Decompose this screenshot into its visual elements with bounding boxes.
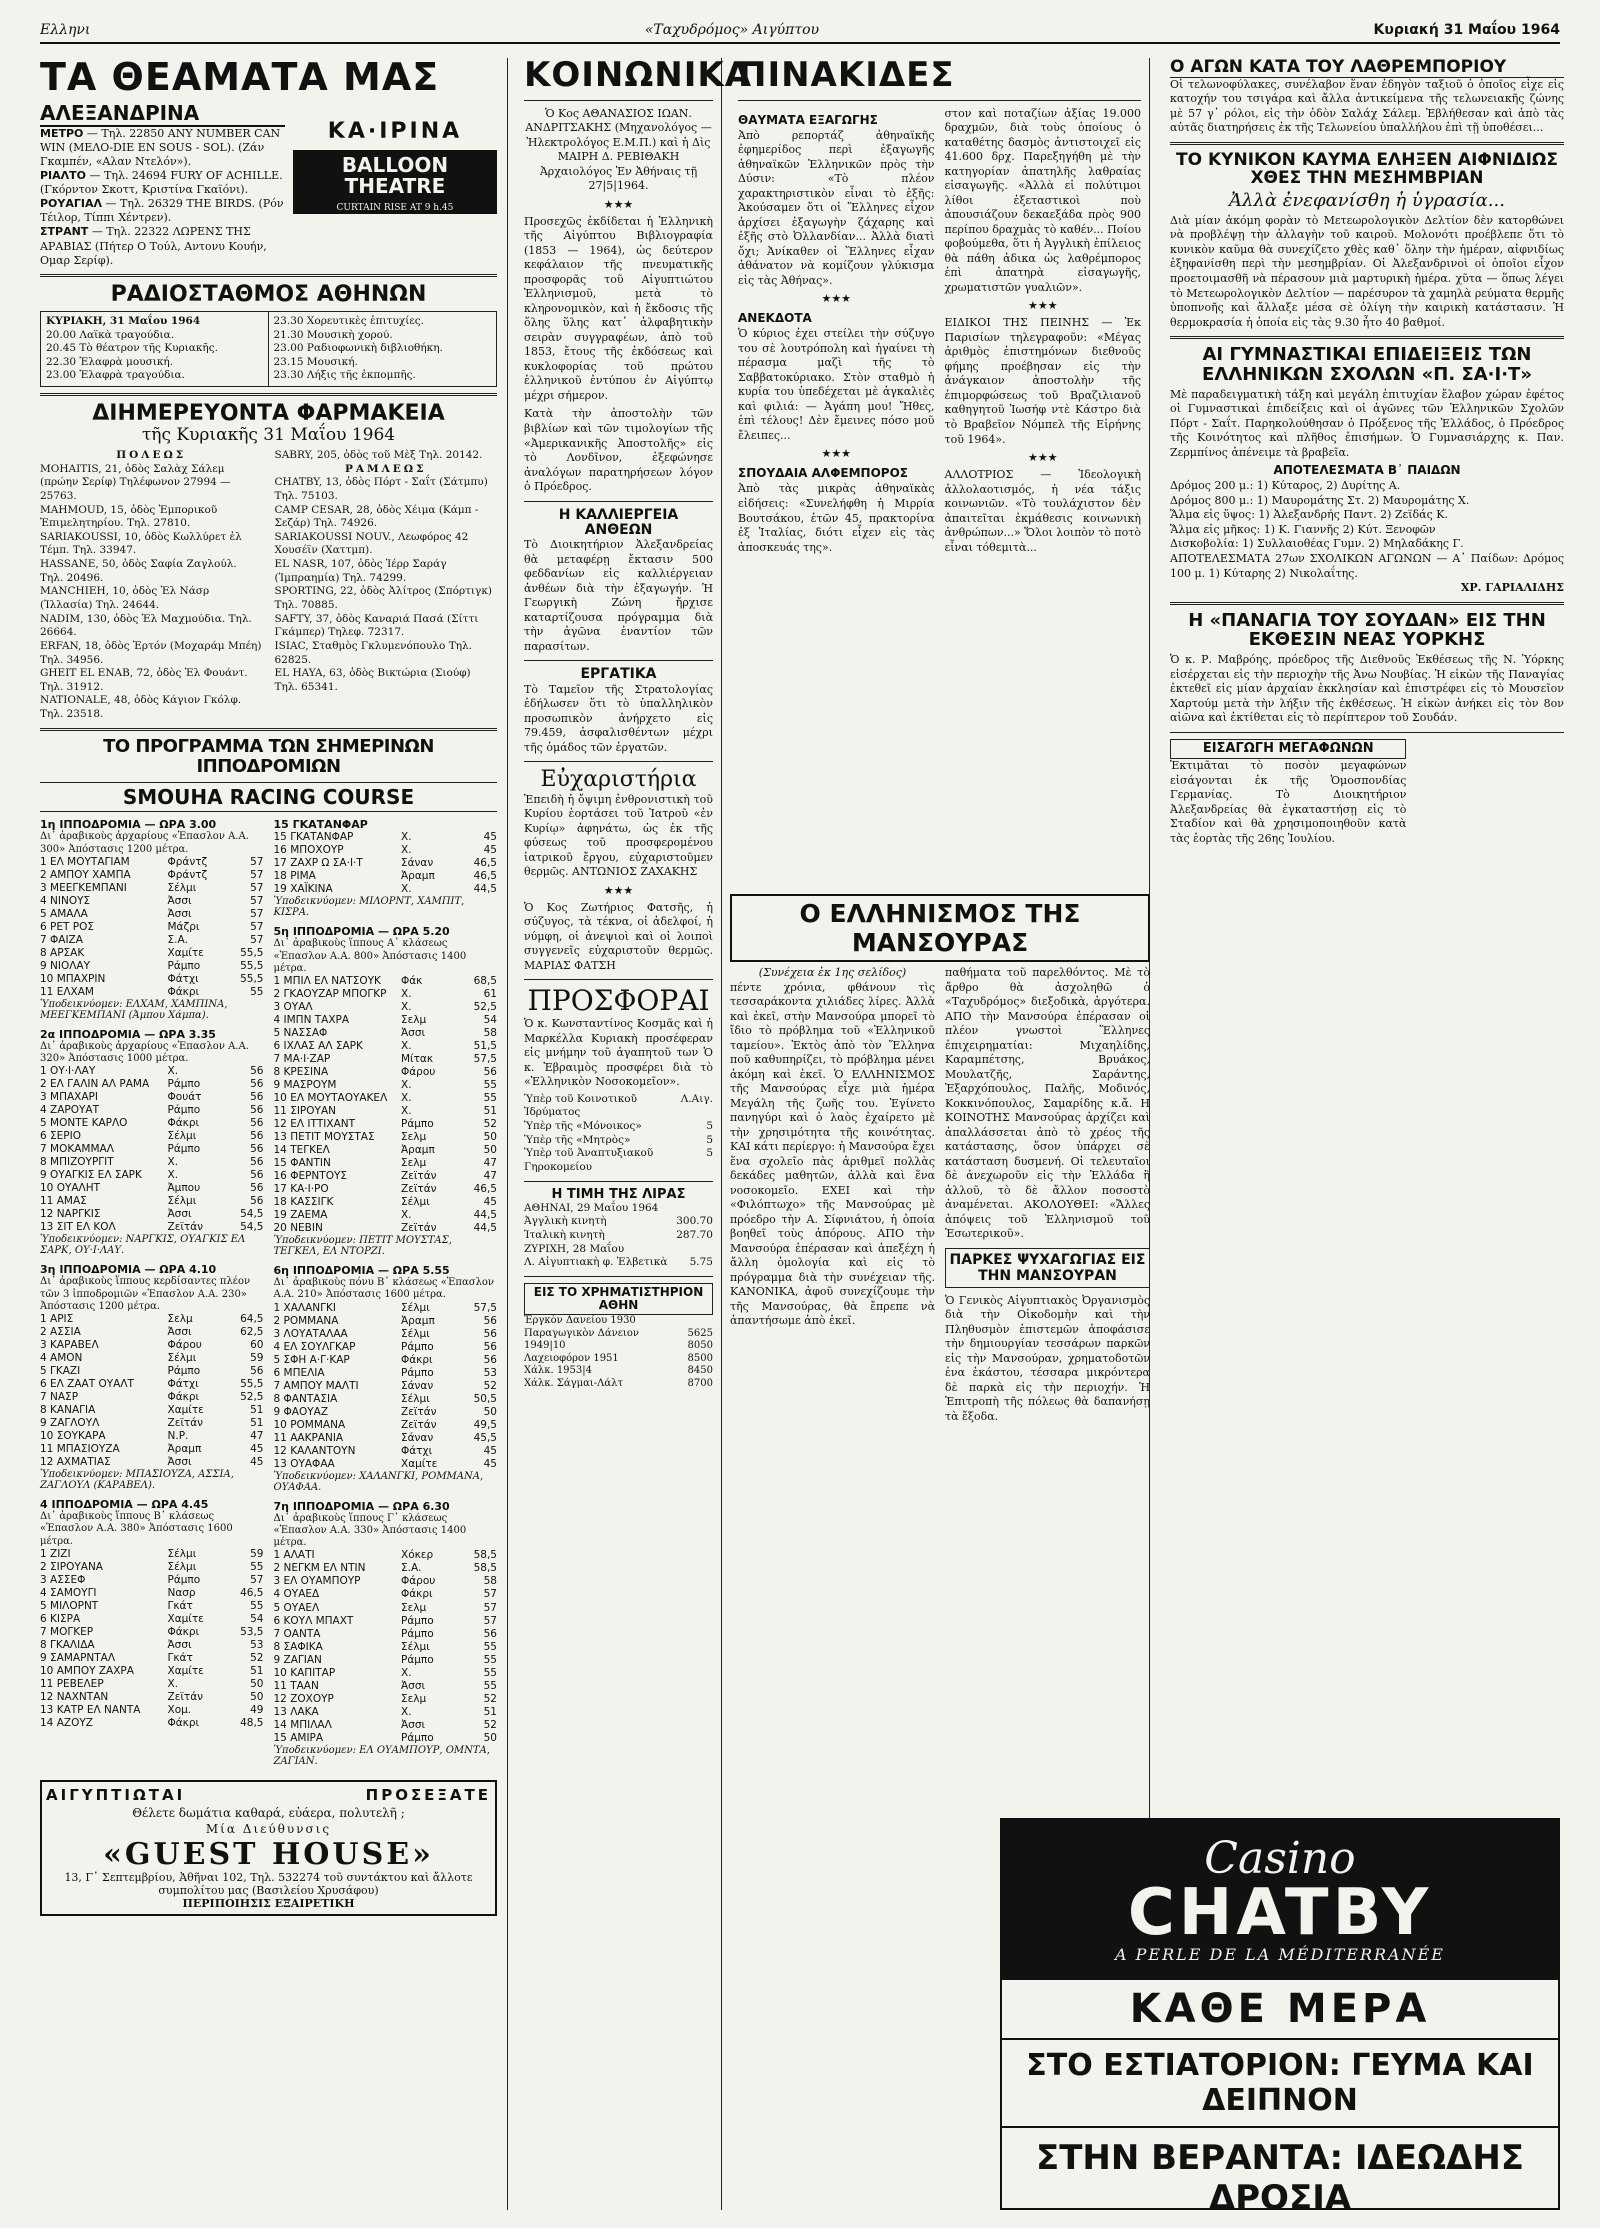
horse-entry: 11 ΑΜΑΣ Σέλμι 56 [40, 1195, 264, 1208]
horse-entry: 8 ΚΑΝΑΓΙΑ Χαμίτε 51 [40, 1404, 264, 1417]
city-heading: ΑΛΕΞΑΝΔΡΙΝΑ [40, 101, 285, 127]
horse-entry: 2 ΕΛ ΓΑΛΙΝ ΑΛ ΡΑΜΑ Ράμπο 56 [40, 1078, 264, 1091]
horse-entry: 12 ΖΟΧΟΥΡ Σελμ 52 [273, 1692, 497, 1705]
race-heading: 4 ΙΠΠΟΔΡΟΜΙΑ — ΩΡΑ 4.45 [40, 1498, 209, 1512]
horse-entry: 9 ΝΙΟΛΑΥ Ράμπο 55,5 [40, 959, 264, 972]
horse-entry: 11 ΤΑΑΝ Ἀσσι 55 [273, 1679, 497, 1692]
guest-line1: Θέλετε δωμάτια καθαρά, εὐάερα, πολυτελῆ ; [132, 1805, 405, 1820]
offers-list: Ὑπὲρ τοῦ Κοινοτικοῦ Ἰδρύματος Λ.Αιγ. Ὑπὲρ τῆς «Μόνοικος» 5 Ὑπὲρ τῆς «Μητρὸς» 5 Ὑπὲρ τοῦ Ἀναπτυξιακοῦ Γηροκομείου 5 [524, 1092, 713, 1173]
mansoura-article [730, 894, 1150, 1424]
horse-entry: 1 ΜΠΙΛ ΕΛ ΝΑΤΣΟΥΚ Φάκ 68,5 [273, 974, 497, 987]
notice-text: ΑΛΛΟΤΡΙΟΣ — Ἰδεολογικὴ ἀλλολαοτισμός, ἡ νέα τάξις κοινωνιῶν. «Τὸ τουλάχιστον δὲν ἀπαιτεῖται ἐκμάθεσις κοινωνικὴ ἀνθρώπων...» Ὅλοι λοιπὸν τὸ ποτὸ εἶναι τόθεμιτὰ... [944, 468, 1141, 554]
horse-entry: 1 ΑΡΙΣ Σελμ 64,5 [40, 1313, 264, 1326]
horse-entry: 3 ΑΣΣΕΦ Ράμπο 57 [40, 1573, 264, 1586]
race-conditions: Δι᾽ ἀραβικοὺς πόνυ Β᾽ κλάσεως «Ἐπασλον Α.Α. 210» Ἀπόστασις 1600 μέτρα. [273, 1277, 495, 1301]
column-social: ΚΟΙΝΩΝΙΚΑ Ὁ Κος ΑΘΑΝΑΣΙΟΣ ΙΩΑΝ. ΑΝΔΡΙΤΣΑΚΗΣ (Μηχανολόγος — Ἠλεκτρολόγος Ε.Μ.Π.) καὶ ἡ Δὶς ΜΑΙΡΗ Δ. ΡΕΒΙΘΑΚΗ Ἀρχαιολόγος Ἐν Ἀθήναις τῇ 27|5|1964. ★★★ Προσεχῶς ἐκδίδεται ἡ Ἑλληνικὴ τῆς Αἰγύπτου Βιβλιογραφία (1853 — 1964), ὡς δεύτερον κεφάλαιον τῆς πνευματικῆς προσφορᾶς τοῦ Αἰγυπτιώτου Ἑλληνισμοῦ, μετὰ τὸ κληρονομικὸν, καὶ ἡ ἔκδοσις τῆς ὅλης ὕλης κατ᾽ ἀλφαβητικὴν σειρὰν συγγραφέων, ἀπὸ τοῦ 1853, ἔτους τῆς ἐκδόσεως καὶ κυκλοφορίας τοῦ πρώτου ἑλληνικοῦ ἐντύπου ἐν Αἰγύπτῳ μέχρι σήμερον. Κατὰ τὴν ἀποστολὴν τῶν βιβλίων καὶ τῶν τιμολογίων τῆς «Ἀμερικανικῆς Ἀποστολῆς» εἰς τὸ Λονδῖνον, ἐξεφώνησε ἀναλόγων παρατηρήσεων λόγον ὁ Πρόεδρος. Η ΚΑΛΛΙΕΡΓΕΙΑ ΑΝΘΕΩΝ Τὸ Διοικητήριον Ἀλεξανδρείας θὰ μεταφέρῃ ἔκτασιν 500 φεδδανίων εἰς καλλιέργειαν ἀνθέων διὰ τὴν ἐξαγωγήν. Ἡ Γεωργικὴ Ζώνη ἤρχισε καταρτίζουσα πρόγραμμα διὰ τὴν ἀγῶνα ἐναντίον τῶν παρασίτων. ΕΡΓΑΤΙΚΑ Τὸ Ταμεῖον τῆς Στρατολογίας ἐδήλωσεν ὅτι τὸ ὑπαλληλικὸν προσωπικὸν ἀνήρχετο εἰς 79.459, ἀσφαλισθέντων μέχρι τῆς ὁμάδος τῶν ἐργατῶν. Εὐχαριστήρια Ἐπειδὴ ἡ ὄψιμη ἐνθρονιστικὴ τοῦ Κυρίου ἑορτάσει τοῦ Ἰατροῦ «ἐν Κυρίῳ» ἀφηνάτω, ὡς ἐκ τῆς φύσεως τοῦ προσφερομένου ἰατρικοῦ ἔργου, εὐχαριστοῦμεν θερμῶς. ΑΝΤΩΝΙΟΣ ΖΑΧΑΚΗΣ ★★★ Ὁ Κος Ζωτήριος Φατσῆς, ἡ σύζυγος, τὰ τέκνα, οἱ ἀδελφοί, ἡ νύμφη, οἱ ἀνεψιοὶ καὶ οἱ λοιποὶ συγγενεῖς εὐχαριστοῦν θερμῶς. ΜΑΡΙΑΣ ΦΑΤΣΗ ΠΡΟΣΦΟΡΑΙ Ὁ κ. Κωνσταντίνος Κοσμᾶς καὶ ἡ Μαρκέλλα Κυριακὴ προσέφεραν εἰς μνήμην τοῦ ἀγαπητοῦ των Ὁ κ. Ἐβραιμὸς προσφέρει διὰ τὸ «Ἑλληνικὸν Νοσοκομεῖον». Ὑπὲρ τοῦ Κοινοτικοῦ Ἰδρύματος Λ.Αιγ. Ὑπὲρ τῆς «Μόνοικος» 5 Ὑπὲρ τῆς «Μητρὸς» 5 Ὑπὲρ τοῦ Ἀναπτυξιακοῦ Γηροκομείου 5 Η ΤΙΜΗ ΤΗΣ ΛΙΡΑΣ ΑΘΗΝΑΙ, 29 Μαΐου 1964 Ἀγγλικὴ κινητὴ 300.70 Ἰταλικὴ κινητὴ 287.70 ΖΥΡΙΧΗ, 28 Μαΐου Λ. Αἰγυπτιακὴ φ. Ἐλβετικὰ 5.75 ΕΙΣ ΤΟ ΧΡΗΜΑΤΙΣΤΗΡΙΟΝ ΑΘΗΝ Ἐργκὸν Δανείου 1930 Παραγωγικὸν Δάνειον 5625 1949|10 8050 Λαχειοφόρον 1951 8500 Χάλκ. 1953|4 8450 Χάλκ. Σάγμαι-Λάλτ 8700 [516, 58, 722, 2210]
horse-entry: 13 ΟΥΑΦΑΑ Χαμίτε 45 [273, 1457, 497, 1470]
horse-entry: 10 ΣΟΥΚΑΡΑ Ν.Ρ. 47 [40, 1430, 264, 1443]
thanks-text-2: Ὁ Κος Ζωτήριος Φατσῆς, ἡ σύζυγος, τὰ τέκνα, οἱ ἀδελφοί, ἡ νύμφη, οἱ ἀνεψιοὶ καὶ οἱ λοιποὶ συγγενεῖς εὐχαριστοῦν θερμῶς. ΜΑΡΙΑΣ ΦΑΤΣΗ [524, 900, 713, 972]
masthead [40, 14, 1560, 44]
labor-text: Τὸ Ταμεῖον τῆς Στρατολογίας ἐδήλωσεν ὅτι τὸ ὑπαλληλικὸν προσωπικὸν ἀνήρχετο εἰς 79.459, ἀσφαλισθέντων μέχρι τῆς ὁμάδος τῶν ἐργατῶν. [524, 682, 713, 754]
author-signature: ΧΡ. ΓΑΡΙΑΛΙΔΗΣ [1460, 581, 1564, 595]
column-theatres-races [40, 55, 508, 2210]
race-block [274, 1264, 498, 1493]
race-heading: 7η ΙΠΠΟΔΡΟΜΙΑ — ΩΡΑ 6.30 [273, 1499, 450, 1513]
notices-grid: ΘΑΥΜΑΤΑ ΕΞΑΓΩΓΗΣ Ἀπὸ ρεπορτάζ ἀθηναϊκῆς ἐφημερίδος περὶ ἐξαγωγῆς ἀθηναϊκῶν Ἑλληνικῶν πρὸς τὴν Δύσιν: «Τὸ πλέον χαρακτηριστικὸν εἶναι τὸ ἑξῆς: Ἀκούσαμεν ὅτι οἱ Ἕλληνες εἶχον ἀρχίσει ἐξαγωγὴν ζάχαρης καὶ ἐξῆς στὸ Ὀλλανδίαν... Ἀλλὰ διατὶ ὄχι; Ἀνίκαθεν οἱ Ἕλληνες εἶχαν ἀθάνατον νὰ κομίζουν γλύκισμα εἰς τὰς Ἀθήνας». ★★★ ΑΝΕΚΔΟΤΑ Ὁ κύριος ἐχει στείλει τὴν σύζυγο του σὲ λουτρόπολη καὶ ἠγαίνει τὴ πέρασμα μαζὶ τῆς τὸ Σαββατοκύριακο. Στὸν σταθμὸ ἡ κυρία του ὑπεδέχεται μὲ ἀγκαλιὲς καὶ φιλιά: — Ἀγάπη μου! Ἤθες, ἐπὶ τέλους! Δὲν ἔμεινες πόσο μοῦ ἔλειπες... ★★★ ΣΠΟΥΔΑΙΑ ΑΛΦΕΜΠΟΡΟΣ Ἀπὸ τὰς μικρὰς ἀθηναϊκὰς εἰδήσεις: «Συνελήφθη ἡ Μιρρία Βουτσάκου, ἐτῶν 45, πρακτορίνα ἐξ Ἰταλίας, διότι εἶχεν εἰς τὰς ἀποσκευάς της». στον καὶ ποταζίων ἀξίας 19.000 δραχμῶν, διὰ τοὺς ὁποίους ὁ καταθέτης δασμὸς ἀντιστοιχεῖ εἰς 41.600 δρχ. Παρεξηγήθη μὲ τὴν κατηγορίαν ἀπατηλῆς λαθραίας εἰσαγωγῆς. «Ἀλλὰ εἰ πολύτιμοι λίθοι ἐξεταστικοὶ ποὺ ἀπουσιάζουν δεκαεξάδα πρὸς 900 περίπου δραχμὰς τὸ καθέν... Ποίου φοβούμεθα, ὅτι ἡ Ἀγγλικὴ ἐπίλειος θὰ πάθη ἀδικα ὡς λαθρέμπορος ἐπὶ ἀπατηρὰ εἰσαγωγῆς, χρωματιστῶν γυαλιῶν». ★★★ ΕΙΔΙΚΟΙ ΤΗΣ ΠΕΙΝΗΣ — Ἐκ Παρισίων τηλεγραφοῦν: «Μέγας ἀριθμὸς ἐπιστημόνων διεθνοῦς φήμης προέβησαν εἰς τὴν ἀνάγκαιον ἀποστολὴν τῆς ἐπιμορφώσεως τοῦ Βραζιλιανοῦ καθηγητοῦ Ἰωσήφ ντὲ Κάστρο διὰ τὸ Βραβεῖον Νόμπελ τῆς Εἰρήνης τοῦ 1964». ★★★ ΑΛΛΟΤΡΙΟΣ — Ἰδεολογικὴ ἀλλολαοτισμός, ἡ νέα τάξις κοινωνιῶν. «Τὸ τουλάχιστον δὲν ἀπαιτεῖται ἐκμάθεσις κοινωνικὴ ἀνθρώπων...» Ὅλοι λοιπὸν τὸ ποτὸ εἶναι τόθεμιτὰ... [738, 106, 1142, 554]
heatwave-subtitle: Ἀλλὰ ἐνεφανίσθη ἡ ὑγρασία... [1229, 190, 1505, 212]
horse-entry: 18 ΡΙΜΑ Ἀραμπ 46,5 [273, 870, 497, 883]
race-block [40, 818, 264, 1021]
horse-entry: 7 ΟΑΝΤΑ Ράμπο 56 [273, 1627, 497, 1640]
horse-entry: 3 ΛΟΥΑΤΑΛΑΑ Σέλμι 56 [273, 1327, 497, 1340]
guest-footer: ΠΕΡΙΠΟΙΗΣΙΣ ΕΞΑΙΡΕΤΙΚΗ [182, 1896, 355, 1910]
horse-entry: 12 ΝΑΡΓΚΙΣ Ἀσσι 54,5 [40, 1208, 264, 1221]
horse-entry: 5 ΝΑΣΣΑΦ Ἀσσι 58 [273, 1027, 497, 1040]
race-picks: Ὑποδεικνύομεν: ΕΛΧΑΜ, ΧΑΜΠΙΝΑ, ΜΕΕΓΚΕΜΠΑΝΙ (Ἀμπου Χάμπα). [40, 998, 228, 1021]
horse-entry: 6 ΙΧΛΑΣ ΑΛ ΣΑΡΚ Χ. 51,5 [273, 1040, 497, 1053]
kairina-heading: ΚΑ·ΙΡΙΝΑ [327, 118, 463, 144]
horse-entry: 8 ΑΡΣΑΚ Χαμίτε 55,5 [40, 946, 264, 959]
thanks-text: Ἐπειδὴ ἡ ὄψιμη ἐνθρονιστικὴ τοῦ Κυρίου ἑορτάσει τοῦ Ἰατροῦ «ἐν Κυρίῳ» ἀφηνάτω, ὡς ἐκ τῆς φύσεως τοῦ προσφερομένου ἰατρικοῦ ἔργου, εὐχαριστοῦμεν θερμῶς. ΑΝΤΩΝΙΟΣ ΖΑΧΑΚΗΣ [524, 792, 713, 879]
race-block [274, 818, 498, 918]
theatre-entry: ΣΤΡΑΝΤ — Τηλ. 22322 ΛΩΡΕΝΣ ΤΗΣ ΑΡΑΒΙΑΣ (Πήτερ Ο Τούλ, Αντονυ Κουήν, Ομαρ Σερίφ). [40, 225, 267, 267]
horse-entry: 17 ΚΑ·Ι·ΡΟ Ζεϊτάν 46,5 [273, 1183, 497, 1196]
notice-text: ΕΙΔΙΚΟΙ ΤΗΣ ΠΕΙΝΗΣ — Ἐκ Παρισίων τηλεγραφοῦν: «Μέγας ἀριθμὸς ἐπιστημόνων διεθνοῦς φήμης προέβησαν εἰς τὴν ἀνάγκαιον ἀποστολὴν τῆς ἐπιμορφώσεως τοῦ Βραζιλιανοῦ καθηγητοῦ Ἰωσήφ ντὲ Κάστρο διὰ τὸ Βραβεῖον Νόμπελ τῆς Εἰρήνης τοῦ 1964». [944, 316, 1141, 446]
masthead-left: Ελληνι [40, 22, 91, 38]
horse-entry: 11 ΑΑΚΡΑΝΙΑ Σάναν 45,5 [273, 1431, 497, 1444]
horse-entry: 8 ΚΡΕΣΙΝΑ Φάρου 56 [273, 1066, 497, 1079]
horse-entry: 5 ΓΚΑΖΙ Ράμπο 56 [40, 1365, 264, 1378]
horse-entry: 6 ΚΟΥΛ ΜΠΑΧΤ Ράμπο 57 [273, 1614, 497, 1627]
gym-results [1170, 479, 1564, 581]
gym-result: Ἅλμα εἰς ὕψος: 1) Ἀλεξανδρής Παντ. 2) Ζεϊδάς Κ. [1170, 508, 1448, 522]
mansoura-body-right: παθήματα τοῦ παρελθόντος. Μὲ τὸ ἄρθρο θὰ ἀσχοληθῶ ὁ «Ταχυδρόμος» διεξοδικὰ, ἀργότερα. ΑΠΟ τὴν Μανσούρα ἐπέρασαν οἱ πλέον γνωστοὶ Ἕλληνες ἐπιχειρηματίαι: Μιχαηλίδης, Καραμπέτσης, Βρυάκος, Μουλατζῆς, Σαράντης, Ἐξαρχόπουλος, Παλῆς, Μοδινός, Κοκκινόπουλος, Σαμαρίδης κ.ἄ. Η ΚΟΙΝΟΤΗΣ Μανσούρας ἀρχίζει καὶ ἀπαλλάσσεται ἀπὸ τὸ χρέος τῆς κατάστασης, ὅσον ὑπάρχει σὲ κατάσταση δυσμενή. Οἱ τελευταῖοι δὲ ἀνεχωροῦν εἰς τὴν Ἑλλάδα ἢ ἀλλοῦ, τὸ δὲ ἄλλον ποσοστὸ ἀναμένεται. ΑΚΟΛΟΥΘΕΙ: «Ἄλλες ἀπόψεις τοῦ Ἑλληνισμοῦ τοῦ Ἐσωτερικοῦ». [945, 966, 1150, 1241]
notice-text: Ὁ κύριος ἐχει στείλει τὴν σύζυγο του σὲ λουτρόπολη καὶ ἠγαίνει τὴ πέρασμα μαζὶ τῆς τὸ Σαββατοκύριακο. Στὸν σταθμὸ ἡ κυρία του ὑπεδέχεται μὲ ἀγκαλιὲς καὶ φιλιά: — Ἀγάπη μου! Ἤθες, ἐπὶ τέλους! Δὲν ἔμεινες πόσο μοῦ ἔλειπες... [738, 327, 935, 442]
horse-entry: 4 ΖΑΡΟΥΑΤ Ράμπο 56 [40, 1104, 264, 1117]
horse-entry: 6 ΚΙΣΡΑ Χαμίτε 54 [40, 1612, 264, 1625]
guest-house-ad [40, 1780, 497, 1916]
race-conditions: Δι᾽ ἀραβικοὺς ἵππους Γ᾽ κλάσεως «Ἐπασλον Α.Α. 330» Ἀπόστασις 1400 μέτρα. [273, 1512, 467, 1549]
race-heading: 2α ΙΠΠΟΔΡΟΜΙΑ — ΩΡΑ 3.35 [40, 1027, 216, 1041]
race-block [40, 1498, 264, 1730]
race-heading: 5η ΙΠΠΟΔΡΟΜΙΑ — ΩΡΑ 5.20 [273, 925, 450, 939]
theatres-title: ΤΑ ΘΕΑΜΑΤΑ ΜΑΣ [40, 55, 440, 99]
perle-tagline: A PERLE DE LA MÉDITERRANÉE [1115, 1944, 1445, 1964]
ad-line-restaurant: ΣΤΟ ΕΣΤΙΑΤΟΡΙΟΝ: ΓΕΥΜΑ ΚΑΙ ΔΕΙΠΝΟΝ [1002, 2040, 1558, 2128]
notice-text: Ἀπὸ ρεπορτάζ ἀθηναϊκῆς ἐφημερίδος περὶ ἐξαγωγῆς ἀθηναϊκῶν Ἑλληνικῶν πρὸς τὴν Δύσιν: «Τὸ πλέον χαρακτηριστικὸν εἶναι τὸ ἑξῆς: Ἀκούσαμεν ὅτι οἱ Ἕλληνες εἶχον ἀρχίσει ἐξαγωγὴν ζάχαρης καὶ ἐξῆς στὸ Ὀλλανδίαν... Ἀλλὰ διατὶ ὄχι; Ἀνίκαθεν οἱ Ἕλληνες εἶχαν ἀθάνατον νὰ κομίζουν γλύκισμα εἰς τὰς Ἀθήνας». [738, 128, 935, 287]
horse-entry: 12 ΝΑΧΝΤΑΝ Ζεϊτάν 50 [40, 1690, 264, 1703]
smuggling-text: Οἱ τελωνοφύλακες, συνέλαβον ἕναν ἐδηγὸν ταξιοῦ ὁ ὁποῖος εἶχε εἰς κατοχήν του τσιγάρα καὶ ἄλλα ἀντικείμενα τῆς τελωνειακῆς ζώνης μὲ 57 γ᾽ ρόλοι, εἰς τὴν ὁδὸν Σαλάχ Σάλεμ. Ἐβλήθεσαν καὶ ἀπὸ τὰς αὐτᾶς διατηρήσεις ἐκ τῆς Τελωνείου ὑπαλλήλου ἐπὶ τῇ ὑποθέσει... [1170, 77, 1564, 135]
social-wedding: Ὁ Κος ΑΘΑΝΑΣΙΟΣ ΙΩΑΝ. ΑΝΔΡΙΤΣΑΚΗΣ (Μηχανολόγος — Ἠλεκτρολόγος Ε.Μ.Π.) καὶ ἡ Δὶς ΜΑΙΡΗ Δ. ΡΕΒΙΘΑΚΗ Ἀρχαιολόγος Ἐν Ἀθήναις τῇ 27|5|1964. [525, 106, 712, 193]
horse-entry: 2 ΓΚΑΟΥΖΑΡ ΜΠΟΓΚΡ Χ. 61 [273, 988, 497, 1000]
radio-title: ΡΑΔΙΟΣΤΑΘΜΟΣ ΑΘΗΝΩΝ [110, 281, 427, 307]
horse-entry: 15 ΑΜΙΡΑ Ράμπο 50 [273, 1731, 497, 1744]
horse-entry: 1 ΕΛ ΜΟΥΤΑΓΙΑΜ Φράντζ 57 [40, 855, 264, 868]
horse-entry: 13 ΚΑΤΡ ΕΛ ΝΑΝΤΑ Χομ. 49 [40, 1703, 264, 1716]
races-title: ΤΟ ΠΡΟΓΡΑΜΜΑ ΤΩΝ ΣΗΜΕΡΙΝΩΝ ΙΠΠΟΔΡΟΜΙΩΝ [103, 735, 434, 777]
mansoura-title: Ο ΕΛΛΗΝΙΣΜΟΣ ΤΗΣ ΜΑΝΣΟΥΡΑΣ [730, 894, 1150, 962]
horse-entry: 12 ΚΑΛΑΝΤΟΥΝ Φάτχι 45 [273, 1444, 497, 1457]
megaphones-text: Ἐκτιμᾶται τὸ ποσὸν μεγαφώνων εἰσάγονται ἐκ τῆς Ὁμοσπονδίας Γερμανίας. Τὸ Διοικητήριον Ἀλεξανδρείας θὰ ἐγκαταστήσῃ εἰς τὸ Σταδίον καὶ θὰ χρησιμοποιηθοῦν κατὰ τὰς ἑορτὰς τῆς 26ης Ἰουλίου. [1170, 759, 1407, 845]
mansoura-body-left: πέντε χρόνια, φθάνουν τὶς τεσσαράκοντα χιλιάδες λίρες. Ἀλλὰ καὶ ἐκεῖ, στὴν Μανσούρα μπορεῖ τὸ ἴδιο τὸ πρόβλημα τοῦ «Ἑλληνικοῦ ταμείου». Ἐκτὸς ἀπὸ τὸν Ἕλληνα ποῦ καθυπηρίζει, τὸ πρόβλημα μένει ἀκόμη καὶ ἐκεῖ. Ὁ ΕΛΛΗΝΙΣΜΟΣ τῆς Μανσούρας εἶχε μιὰ ἡμέρα Μεγάλη τῆς ζωῆς του. Ἐγίνετο πανηγύρι καὶ ὁ λαὸς ἐχαίρετο μὲ τὴν χρησιμότητα τῆς κοινότητας. ΚΑΙ κάτι περίεργο: ἡ Μανσούρα ἔχει ἕνα σχολεῖο πὰς ἀριθμεῖ πολλὰς δεκάδες μαθητῶν, ἀλλὰ καὶ ἕνα νοσοκομεῖο. ΕΧΕΙ καὶ τὴν «Φιλόπτωχο» τῆς Μανσούρας μὲ πρόεδρο τὴν Α. Σίφνιάτου, ἡ ὁποία βοηθεῖ τοὺς ἀπόρους. ΑΠΟ τὴν Μανσούρα ἐπέρασαν καὶ ἀπεξέχη ἡ ἄλλη ὁμολογία καὶ εἰς τὸ πρόγραμμα διὰ τὴν συνέχειαν τῆς. ΚΑΝΟΝΙΚΑ, ἀφοῦ συνεχίζουμε τὴν τῆς Μανσούρας, θὰ ἔπρεπε νὰ ἀπαντήσωμε ἀπὸ ἐκεῖ. [730, 980, 935, 1328]
horse-entry: 14 ΤΕΓΚΕΛ Ἀραμπ 50 [273, 1144, 497, 1157]
social-body2: Κατὰ τὴν ἀποστολὴν τῶν βιβλίων καὶ τῶν τιμολογίων τῆς «Ἀμερικανικῆς Ἀποστολῆς» εἰς τὸ Λονδῖνον, ἐξεφώνησε ἀναλόγων παρατηρήσεων λόγον ὁ Πρόεδρος. [524, 407, 713, 494]
horse-entry: 11 ΣΙΡΟΥΑΝ Χ. 51 [273, 1105, 497, 1118]
heatwave-text: Διὰ μίαν ἀκόμη φορὰν τὸ Μετεωρολογικὸν Δελτίον δὲν κατορθώνει νὰ προβλέψῃ τὴν ἀλλαγὴν τοῦ καιροῦ. Μολονότι προέβλεπε ὅτι τὸ κυνικὸν καῦμα θὰ συνεχίζετο χθὲς καθ᾽ ὅλην τὴν ἡμέραν, αἰφνιδίως ἐξηφανίσθη περὶ τὴν μεσημβρίαν. Οἱ Ἀλεξανδρινοὶ οἱ ὁποῖοι εἶχον προετοιμασθῆ νὰ πέρασουν μιὰ μαρτυρικὴ ἡμέρα. χῦτα — ὅπως λέγει τὸ Μετεωρολογικὸν Δελτίον — παρέσυρον τὰ χαμηλὰ ρεύματα θερμῆς ὑποπνοῆς καὶ ἄλλαξε μέσα σὲ ὀλίγη τὴν καιρικὴ κατάστασιν. Ἡ θερμοκρασία ἡ ὁποία εἰς τὰς 9.30 ἦτο 40 βαθμοί. [1170, 213, 1564, 329]
horse-entry: 2 ΡΟΜΜΑΝΑ Ἀραμπ 56 [273, 1314, 497, 1327]
exchange-title: ΕΙΣ ΤΟ ΧΡΗΜΑΤΙΣΤΗΡΙΟΝ ΑΘΗΝ [524, 1283, 713, 1315]
sudan-text: Ὁ κ. Ρ. Μαβρόης, πρόεδρος τῆς Διεθνοῦς Ἐκθέσεως τῆς Ν. Ὑόρκης εἰσέρχεται εἰς τὴν περιοχὴν τῆς Ἀνω Νουβίας. Ἡ εἰκὼν τῆς Παναγίας ἐκτεθεῖ εἰς μίαν ἀρχαίαν ἐκκλησίαν καὶ ἐπιστρέφει εἰς τὸ Μουσεῖον Χαρτούμ μετὰ τὴν λήξιν τῆς ἐκθέσεως. Ἡ εἰκὼν ἀνήκει εἰς τὸν 8ον αἰῶνα καὶ ἐκτίθεται εἰς τὸ περίπτερον τοῦ Σουδάν. [1170, 653, 1564, 725]
horse-entry: 4 ΑΜΟΝ Σέλμι 59 [40, 1352, 264, 1365]
race-picks: Ὑποδεικνύομεν: ΝΑΡΓΚΙΣ, ΟΥΑΓΚΙΣ ΕΛ ΣΑΡΚ, ΟΥ·Ι·ΛΑΥ. [40, 1234, 246, 1257]
ad-line-veranda: ΣΤΗΝ ΒΕΡΑΝΤΑ: ΙΔΕΩΔΗΣ ΔΡΟΣΙΑ [1035, 2138, 1525, 2218]
horse-entry: 9 ΟΥΑΓΚΙΣ ΕΛ ΣΑΡΚ Χ. 56 [40, 1169, 264, 1182]
masthead-date: Κυριακή 31 Μαΐου 1964 [1373, 22, 1560, 38]
horse-entry: 7 ΦΑΙΖΑ Σ.Α. 57 [40, 933, 264, 946]
race-block [274, 1500, 498, 1767]
ad-line-every-day: ΚΑΘΕ ΜΕΡΑ [1002, 1980, 1558, 2040]
horse-entry: 9 ΖΑΓΙΑΝ Ράμπο 55 [273, 1653, 497, 1666]
horse-entry: 13 ΠΕΤΙΤ ΜΟΥΣΤΑΣ Σελμ 50 [273, 1131, 497, 1144]
race-picks: Ὑποδεικνύομεν: ΠΕΤΙΤ ΜΟΥΣΤΑΣ, ΤΕΓΚΕΛ, ΕΛ ΝΤΟΡΖΙ. [273, 1235, 452, 1258]
horse-entry: 15 ΦΑΝΤΙΝ Σελμ 47 [273, 1157, 497, 1170]
pound-price-table: ΑΘΗΝΑΙ, 29 Μαΐου 1964 Ἀγγλικὴ κινητὴ 300.70 Ἰταλικὴ κινητὴ 287.70 ΖΥΡΙΧΗ, 28 Μαΐου Λ. Αἰγυπτιακὴ φ. Ἐλβετικὰ 5.75 [524, 1201, 713, 1269]
notices-title: ΠΙΝΑΚΙΔΕΣ [738, 55, 955, 95]
horse-entry: 10 ΜΠΑΧΡΙΝ Φάτχι 55,5 [40, 972, 264, 985]
theatre-entry: ΡΙΑΛΤΟ — Τηλ. 24694 FURY OF ACHILLE. (Γκόρντον Σκοττ, Κριστίνα Γκαϊόνι). [40, 169, 283, 197]
gym-result: Δισκοβολία: 1) Συλλαιοθέας Γυμν. 2) Μηλαδάκης Γ. [1170, 537, 1464, 551]
theatre-entry: ΜΕΤΡΟ — Τηλ. 22850 ANY NUMBER CAN WIN (ΜΕΛΟ-DIE EN SOUS - SOL). (Ζάν Γκαμπέν, «Αλαν Ντελόν»). [40, 126, 281, 169]
horse-entry: 7 ΝΑΣΡ Φάκρι 52,5 [40, 1391, 264, 1404]
horse-entry: 14 ΜΠΙΛΑΛ Ἀσσι 52 [273, 1718, 497, 1731]
notice-text: Ἀπὸ τὰς μικρὰς ἀθηναϊκὰς εἰδήσεις: «Συνελήφθη ἡ Μιρρία Βουτσάκου, ἐτῶν 45, πρακτορίνα ἐξ Ἰταλίας, διότι εἶχεν εἰς τὰς ἀποσκευάς της». [738, 482, 935, 554]
social-bibliography: Προσεχῶς ἐκδίδεται ἡ Ἑλληνικὴ τῆς Αἰγύπτου Βιβλιογραφία (1853 — 1964), ὡς δεύτερον κεφάλαιον τῆς πνευματικῆς προσφορᾶς τοῦ Αἰγυπτιώτου Ἑλληνισμοῦ, μετὰ τὸ κληρονομικὸν, καὶ ἡ ἔκδοσις τῆς ὅλης ὕλης κατ᾽ ἀλφαβητικὴν σειρὰν συγγραφέων, ἀπὸ τοῦ 1853, ἔτους τῆς ἐκδόσεως καὶ κυκλοφορίας τοῦ πρώτου ἑλληνικοῦ ἐντύπου ἐν Αἰγύπτῳ μέχρι σήμερον. [524, 214, 713, 402]
horse-entry: 3 ΚΑΡΑΒΕΛ Φάρου 60 [40, 1339, 264, 1352]
horse-entry: 6 ΡΕΤ ΡΟΣ Μάζρι 57 [40, 920, 264, 933]
horse-entry: 10 ΡΟΜΜΑΝΑ Ζεϊτάν 49,5 [273, 1418, 497, 1431]
parks-title: ΠΑΡΚΕΣ ΨΥΧΑΓΩΓΙΑΣ ΕΙΣ ΤΗΝ ΜΑΝΣΟΥΡΑΝ [949, 1251, 1146, 1284]
notice-head: ΘΑΥΜΑΤΑ ΕΞΑΓΩΓΗΣ [738, 112, 878, 127]
horse-entry: 15 ΓΚΑΤΑΝΦΑΡ Χ. 45 [273, 831, 497, 844]
race-block [274, 925, 498, 1257]
guest-address: 13, Γ᾽ Σεπτεμβρίου, Ἀθῆναι 102, Τηλ. 532274 τοῦ συντάκτου καὶ ἄλλοτε συμπολίτου μας (Βασιλείου Χρυσάφου) [64, 1870, 473, 1897]
races-subtitle: SMOUHA RACING COURSE [40, 782, 497, 812]
horse-entry: 11 ΜΠΑΣΙΟΥΖΑ Ἀραμπ 45 [40, 1443, 264, 1456]
balloon-curtain: CURTAIN RISE AT 9 h.45 [293, 202, 497, 214]
kairina-box [293, 101, 497, 268]
smuggling-title: Ο ΑΓΩΝ ΚΑΤΑ ΤΟΥ ΛΑΘΡΕΜΠΟΡΙΟΥ [1170, 58, 1564, 78]
horse-entry: 5 ΟΥΑΕΛ Σελμ 57 [273, 1601, 497, 1614]
theatre-list [40, 101, 285, 268]
horse-entry: 4 ΙΜΠΝ ΤΑΧΡΑ Σελμ 54 [273, 1014, 497, 1027]
race-picks: Ὑποδεικνύομεν: ΜΠΑΣΙΟΥΖΑ, ΑΣΣΙΑ, ΖΑΓΛΟΥΛ (ΚΑΡΑΒΕΛ). [40, 1469, 234, 1492]
horse-entry: 9 ΣΑΜΑΡΝΤΑΛ Γκάτ 52 [40, 1651, 264, 1664]
radio-schedule [40, 311, 497, 387]
horse-entry: 2 ΑΣΣΙΑ Ἀσσι 62,5 [40, 1326, 264, 1339]
horse-entry: 11 ΕΛΧΑΜ Φάκρι 55 [40, 985, 264, 998]
horse-entry: 7 ΑΜΠΟΥ ΜΑΛΤΙ Σάναν 52 [273, 1379, 497, 1392]
notice-head: ΣΠΟΥΔΑΙΑ ΑΛΦΕΜΠΟΡΟΣ [738, 466, 908, 481]
horse-entry: 8 ΣΑΦΙΚΑ Σέλμι 55 [273, 1640, 497, 1653]
pound-price-title: Η ΤΙΜΗ ΤΗΣ ΛΙΡΑΣ [551, 1186, 686, 1202]
horse-entry: 9 ΖΑΓΛΟΥΛ Ζεϊτάν 51 [40, 1417, 264, 1430]
race-heading: 1η ΙΠΠΟΔΡΟΜΙΑ — ΩΡΑ 3.00 [40, 818, 217, 832]
radio-right: 23.30 Χορευτικὲς ἐπιτυχίες. 21.30 Μουσικὴ χορού. 23.00 Ραδιοφωνικὴ διβλιοθήκη. 23.15 Μουσική. 23.30 Λήξις τῆς ἐκπομπῆς. [273, 314, 443, 382]
guest-house-name: «GUEST HOUSE» [103, 1836, 434, 1872]
balloon-theatre-logo: BALLOON THEATRE [293, 150, 497, 202]
horse-entry: 5 ΜΙΛΟΡΝΤ Γκάτ 55 [40, 1599, 264, 1612]
horse-entry: 1 ΑΛΑΤΙ Χόκερ 58,5 [273, 1549, 497, 1562]
horse-entry: 1 ΖΙΖΙ Σέλμι 59 [40, 1547, 264, 1560]
horse-entry: 5 ΑΜΑΛΑ Ἀσσι 57 [40, 907, 264, 920]
race-picks: Ὑποδεικνύομεν: ΜΙΛΟΡΝΤ, ΧΑΜΠΙΤ, ΚΙΣΡΑ. [273, 896, 465, 919]
horse-entry: 4 ΣΑΜΟΥΓΙ Νασρ 46,5 [40, 1586, 264, 1599]
mansoura-lead: (Συνέχεια ἐκ 1ης σελίδος) [758, 966, 907, 979]
heatwave-title: ΤΟ ΚΥΝΙΚΟΝ ΚΑΥΜΑ ΕΛΗΞΕΝ ΑΙΦΝΙΔΙΩΣ ΧΘΕΣ ΤΗΝ ΜΕΣΗΜΒΡΙΑΝ [1176, 149, 1558, 189]
race-heading: 15 ΓΚΑΤΑΝΦΑΡ [273, 818, 368, 832]
gym-result: Δρόμος 200 μ.: 1) Κύταρος, 2) Δυρίτης Α. [1170, 479, 1401, 493]
race-block [40, 1263, 264, 1491]
gym-title: ΑΙ ΓΥΜΝΑΣΤΙΚΑΙ ΕΠΙΔΕΙΞΕΙΣ ΤΩΝ ΕΛΛΗΝΙΚΩΝ ΣΧΟΛΩΝ «Π. ΣΑ·Ι·Τ» [1202, 344, 1532, 385]
horse-entry: 13 ΛΑΚΑ Χ. 51 [273, 1705, 497, 1718]
horse-entry: 2 ΣΙΡΟΥΑΝΑ Σέλμι 55 [40, 1560, 264, 1573]
horse-entry: 2 ΝΕΓΚΜ ΕΛ ΝΤΙΝ Σ.Α. 58,5 [273, 1562, 497, 1575]
flowers-title: Η ΚΑΛΛΙΕΡΓΕΙΑ ΑΝΘΕΩΝ [558, 506, 679, 538]
pharmacies-subtitle: τῆς Κυριακῆς 31 Μαΐου 1964 [141, 425, 396, 446]
casino-script: Casino [1204, 1832, 1356, 1884]
offers-title: ΠΡΟΣΦΟΡΑΙ [527, 984, 710, 1018]
horse-entry: 12 ΕΛ ΙΤΤΙΧΑΝΤ Ράμπο 52 [273, 1118, 497, 1131]
horse-entry: 17 ΖΑΧΡ Ω ΣΑ·Ι·Τ Σάναν 46,5 [273, 857, 497, 870]
gym-result: Δρόμος 800 μ.: 1) Μαυρομάτης Στ. 2) Μαυρομάτης Χ. [1170, 493, 1470, 507]
gym-results-title: ΑΠΟΤΕΛΕΣΜΑΤΑ Β᾽ ΠΑΙΔΩΝ [1273, 463, 1461, 478]
horse-entry: 8 ΓΚΑΛΙΔΑ Ἀσσι 53 [40, 1638, 264, 1651]
pharmacies-title: ΔΙΗΜΕΡΕΥΟΝΤΑ ΦΑΡΜΑΚΕΙΑ [92, 401, 445, 427]
horse-entry: 13 ΣΙΤ ΕΛ ΚΟΛ Ζεϊτάν 54,5 [40, 1221, 264, 1234]
casino-chatby-ad [1000, 1818, 1560, 2218]
horse-entry: 16 ΜΠΟΧΟΥΡ Χ. 45 [273, 844, 497, 857]
sudan-title: Η «ΠΑΝΑΓΙΑ ΤΟΥ ΣΟΥΔΑΝ» ΕΙΣ ΤΗΝ ΕΚΘΕΣΙΝ ΝΕΑΣ ΥΟΡΚΗΣ [1188, 609, 1546, 651]
race-conditions: Δι᾽ ἀραβικοὺς ἀρχαρίους «Ἐπασλον Α.Α. 300» Ἀπόστασις 1200 μέτρα. [40, 831, 249, 855]
horse-entry: 8 ΜΠΙΖΟΥΡΓΙΤ Χ. 56 [40, 1156, 264, 1169]
horse-entry: 11 ΡΕΒΕΛΕΡ Χ. 50 [40, 1677, 264, 1690]
horse-entry: 1 ΧΑΛΑΝΓΚΙ Σέλμι 57,5 [273, 1301, 497, 1314]
horse-entry: 3 ΟΥΑΛ Χ. 52,5 [273, 1001, 497, 1014]
radio-left: ΚΥΡΙΑΚΗ, 31 Μαΐου 1964 20.00 Λαϊκὰ τραγούδια. 20.45 Τὸ θέατρον τῆς Κυριακῆς. 22.30 Ἐλαφρὰ μουσική. 23.00 Ἐλαφρὰ τραγούδια. [41, 312, 269, 386]
race-conditions: Δι᾽ ἀραβικοὺς ἵππους κερδίσαντες πλέον τῶν 3 ἱπποδρομιῶν «Ἐπασλον Α.Α. 230» Ἀπόστασις 1200 μέτρα. [40, 1276, 251, 1312]
horse-entry: 4 ΟΥΑΕΔ Φάκρι 57 [273, 1588, 497, 1601]
race-block [40, 1028, 264, 1257]
notice-head: ΑΝΕΚΔΟΤΑ [738, 311, 812, 326]
horse-entry: 7 ΜΑ·Ι·ΖΑΡ Μίτακ 57,5 [273, 1053, 497, 1066]
horse-entry: 6 ΜΠΕΛΙΑ Ράμπο 53 [273, 1366, 497, 1379]
horse-entry: 10 ΑΜΠΟΥ ΖΑΧΡΑ Χαμίτε 51 [40, 1664, 264, 1677]
megaphones-title: ΕΙΣΑΓΩΓΗ ΜΕΓΑΦΩΝΩΝ [1170, 739, 1406, 759]
race-program [40, 818, 497, 1773]
chatby-logo: CHATBY [1127, 1875, 1433, 1950]
gym-result: ΑΠΟΤΕΛΕΣΜΑΤΑ 27ων ΣΧΟΛΙΚΩΝ ΑΓΩΝΩΝ — Α᾽ Παίδων: Δρόμος 100 μ. 1) Κύταρης 2) Νικολαΐτης. [1170, 551, 1564, 580]
horse-entry: 18 ΚΑΣΣΙΓΚ Σέλμι 45 [273, 1196, 497, 1209]
horse-entry: 9 ΦΑΟΥΑΖ Ζεϊτάν 50 [273, 1405, 497, 1418]
horse-entry: 10 ΕΛ ΜΟΥΤΑΟΥΑΚΕΛ Χ. 55 [273, 1092, 497, 1105]
horse-entry: 5 ΣΦΗ Α·Γ·ΚΑΡ Φάκρι 56 [273, 1353, 497, 1366]
horse-entry: 8 ΦΑΝΤΑΣΙΑ Σέλμι 50,5 [273, 1392, 497, 1405]
flowers-text: Τὸ Διοικητήριον Ἀλεξανδρείας θὰ μεταφέρῃ ἔκτασιν 500 φεδδανίων εἰς καλλιέργειαν ἀνθέων διὰ τὴν ἐξαγωγήν. Ἡ Γεωργικὴ Ζώνη ἤρχισε καταρτίζουσα πρόγραμμα διὰ τὴν ἀγῶνα ἐναντίον τῶν παρασίτων. [524, 538, 713, 653]
race-conditions: Δι᾽ ἀραβικοὺς ἀρχαρίους «Ἐπασλον Α.Α. 320» Ἀπόστασις 1000 μέτρα. [40, 1040, 249, 1065]
horse-entry: 7 ΜΟΓΚΕΡ Φάκρι 53,5 [40, 1625, 264, 1638]
race-conditions: Δι᾽ ἀραβικοὺς ἵππους Β᾽ κλάσεως «Ἐπασλον Α.Α. 380» Ἀπόστασις 1600 μέτρα. [40, 1511, 233, 1547]
horse-entry: 4 ΕΛ ΣΟΥΛΓΚΑΡ Ράμπο 56 [273, 1340, 497, 1353]
horse-entry: 3 ΕΛ ΟΥΑΜΠΟΥΡ Φάρου 58 [273, 1575, 497, 1588]
guest-ad-right: ΠΡΟΣΕΞΑΤΕ [365, 1785, 491, 1804]
thanks-title: Εὐχαριστήρια [540, 767, 697, 793]
horse-entry: 10 ΚΑΠΙΤΑΡ Χ. 55 [273, 1666, 497, 1679]
horse-entry: 4 ΝΙΝΟΥΣ Ἀσσι 57 [40, 894, 264, 907]
horse-entry: 3 ΜΠΑΧΑΡΙ Φουάτ 56 [40, 1091, 264, 1104]
horse-entry: 6 ΕΛ ΖΑΑΤ ΟΥΑΛΤ Φάτχι 55,5 [40, 1378, 264, 1391]
horse-entry: 16 ΦΕΡΝΤΟΥΣ Ζεϊτάν 47 [273, 1170, 497, 1183]
horse-entry: 5 ΜΟΝΤΕ ΚΑΡΛΟ Φάκρι 56 [40, 1117, 264, 1130]
exchange-table: Ἐργκὸν Δανείου 1930 Παραγωγικὸν Δάνειον 5625 1949|10 8050 Λαχειοφόρον 1951 8500 Χάλκ. 1953|4 8450 Χάλκ. Σάγμαι-Λάλτ 8700 [524, 1315, 713, 1389]
masthead-center: «Ταχυδρόμος» Αιγύπτου [644, 22, 820, 38]
parks-box [945, 1248, 1150, 1288]
horse-entry: 6 ΣΕΡΙΟ Σέλμι 56 [40, 1130, 264, 1143]
notice-text: στον καὶ ποταζίων ἀξίας 19.000 δραχμῶν, διὰ τοὺς ὁποίους ὁ καταθέτης δασμὸς ἀντιστοιχεῖ εἰς 41.600 δρχ. Παρεξηγήθη μὲ τὴν κατηγορίαν ἀπατηλῆς λαθραίας εἰσαγωγῆς. «Ἀλλὰ εἰ πολύτιμοι λίθοι ἐξεταστικοὶ ποὺ ἀπουσιάζουν δεκαεξάδα πρὸς 900 περίπου δραχμὰς τὸ καθέν... Ποίου φοβούμεθα, ὅτι ἡ Ἀγγλικὴ ἐπίλειος θὰ πάθη ἀδικα ὡς λαθρέμπορος ἐπὶ ἀπατηρὰ εἰσαγωγῆς, χρωματιστῶν γυαλιῶν». [944, 106, 1142, 294]
horse-entry: 14 ΑΖΟΥΖ Φάκρι 48,5 [40, 1716, 264, 1729]
pharmacies-list: ΠΟΛΕΩΣ MOHAITIS, 21, ὁδὸς Σαλὰχ Σάλεμ (πρώην Σερίφ) Τηλέφωνον 27994 — 25763. MAHMOUD, 15, ὁδὸς Ἐμπορικοῦ Ἐπιμελητηρίου. Τηλ. 27810. SARIAKOUSSI, 10, ὁδὸς Κωλλύρετ ἐλ Τέμπ. Τηλ. 33947. HASSANE, 50, ὁδὸς Σαφία Ζαγλούλ. Τηλ. 20496. MANCHIEH, 10, ὁδὸς Ἐλ Νάσρ (Ἰλλασία) Τηλ. 24644. NADIM, 130, ὁδὸς Ἐλ Μαχμούδια. Τηλ. 26664. ERFAN, 18, ὁδὸς Ἐρτόν (Μοχαράμ Μπέη) Τηλ. 34956. GHEIT EL ENAB, 72, ὁδὸς Ἐλ Φουάντ. Τηλ. 31912. NATIONALE, 48, ὁδὸς Κάγιον Γκόλφ. Τηλ. 23518. SABRY, 205, ὁδὸς τοῦ Μὲξ Τηλ. 20142. ΡΑΜΛΕΩΣ CHATBY, 13, ὁδὸς Πόρτ - Σαΐτ (Σάτμπυ) Τηλ. 75103. CAMP CESAR, 28, ὁδὸς Χέιμα (Κάμπ - Σεζάρ) Τηλ. 74926. SARIAKOUSSI NOUV., Λεωφόρος 42 Χουσέϊν (Χαττμπ). EL NASR, 107, ὁδὸς Ἱέρρ Σαράγ (Ἰμπραημία) Τηλ. 74299. SPORTING, 22, ὁδὸς Ἀλίτρος (Σπόρτιγκ) Τηλ. 70885. SAFTY, 37, ὁδὸς Καναριά Πασά (Σίττι Γκάμπερ) Τηλεφ. 72317. ISIAC, Σταθμὸς Γκλυμενόπουλο Τηλ. 62825. EL HAYA, 63, ὁδὸς Βικτώρια (Σιούφ) Τηλ. 65341. [40, 448, 492, 721]
gym-text: Μὲ παραδειγματικὴ τάξη καὶ μεγάλη ἐπιτυχίαν ἔλαβον χώραν ἐφέτος οἱ Γυμναστικαὶ ἐπιδείξεις καὶ οἱ ἀγῶνες τῶν Ἑλληνικῶν Σχολῶν Πόρτ - Σαΐτ. Παρηκολούθησαν ὁ Πρόξενος τῆς Ἑλλάδος, ὁ Πρόεδρος τῆς Κοινότητος καὶ πλῆθος ἐπισήμων. Ὁ Γυμνασιάρχης κ. Παν. Ζερμπίνος ἀπένειμε τὰ βραβεῖα. [1170, 387, 1564, 459]
race-heading: 3η ΙΠΠΟΔΡΟΜΙΑ — ΩΡΑ 4.10 [40, 1263, 217, 1277]
horse-entry: 7 ΜΟΚΑΜΜΑΛ Ράμπο 56 [40, 1143, 264, 1156]
horse-entry: 10 ΟΥΑΛΗΤ Ἀμπου 56 [40, 1182, 264, 1195]
offers-text: Ὁ κ. Κωνσταντίνος Κοσμᾶς καὶ ἡ Μαρκέλλα Κυριακὴ προσέφεραν εἰς μνήμην τοῦ ἀγαπητοῦ των Ὁ κ. Ἐβραιμὸς προσφέρει διὰ τὸ «Ἑλληνικὸν Νοσοκομεῖον». [524, 1017, 713, 1089]
horse-entry: 1 ΟΥ·Ι·ΛΑΥ Χ. 56 [40, 1065, 264, 1078]
horse-entry: 12 ΑΧΜΑΤΙΑΣ Ἀσσι 45 [40, 1456, 264, 1469]
theatre-entry: ΡΟΥΑΓΙΑΛ — Τηλ. 26329 THE BIRDS. (Ρόν Τέιλορ, Τίππι Χέντρεν). [40, 197, 284, 225]
gym-result: Ἅλμα εἰς μῆκος: 1) Κ. Γιαννῆς 2) Κύτ. Ξενοφῶν [1170, 522, 1436, 536]
horse-entry: 19 ΖΑΕΜΑ Χ. 44,5 [273, 1209, 497, 1222]
horse-entry: 3 ΜΕΕΓΚΕΜΠΑΝΙ Σέλμι 57 [40, 881, 264, 894]
guest-line2: Μία Διεύθυνσις [205, 1821, 332, 1836]
labor-title: ΕΡΓΑΤΙΚΑ [580, 666, 657, 683]
social-title: ΚΟΙΝΩΝΙΚΑ [524, 55, 753, 95]
horse-entry: 2 ΑΜΠΟΥ ΧΑΜΠΑ Φράντζ 57 [40, 868, 264, 881]
horse-entry: 9 ΜΑΣΡΟΥΜ Χ. 55 [273, 1079, 497, 1092]
race-picks: Ὑποδεικνύομεν: ΧΑΛΑΝΓΚΙ, ΡΟΜΜΑΝΑ, ΟΥΑΦΑΑ. [273, 1470, 484, 1493]
horse-entry: 19 ΧΑΪΚΙΝΑ Χ. 44,5 [273, 883, 497, 896]
race-heading: 6η ΙΠΠΟΔΡΟΜΙΑ — ΩΡΑ 5.55 [273, 1264, 450, 1278]
race-picks: Ὑποδεικνύομεν: ΕΛ ΟΥΑΜΠΟΥΡ, ΟΜΝΤΑ, ΖΑΓΙΑΝ. [273, 1744, 490, 1767]
guest-ad-left: ΑΙΓΥΠΤΙΩΤΑΙ [46, 1785, 186, 1804]
horse-entry: 20 ΝΕΒΙΝ Ζεϊτάν 44,5 [273, 1222, 497, 1235]
race-conditions: Δι᾽ ἀραβικοὺς ἵππους Α᾽ κλάσεως «Ἐπασλον Α.Α. 800» Ἀπόστασις 1400 μέτρα. [273, 938, 467, 974]
parks-text: Ὁ Γενικὸς Αἰγυπτιακὸς Ὀργανισμὸς διὰ τὴν Οἰκοδομὴν καὶ τὴν Πληθυσμὸν ἐπιστεμῶν ἀποφάσισε τὴν δημιουργίαν τεσσάρων παρκῶν εἰς τὴν Μανσούραν, χρηματοδοτῶν ἐνα ἑκάστου, τέσσαρα μικρόντερα δὲ παρκὰ εἰς τὴν περιοχήν. Ἡ Ἐπιτροπὴ τῆς πόλεως θὰ δαπανήσῃ τὰ ἔξοδα. [945, 1293, 1150, 1423]
